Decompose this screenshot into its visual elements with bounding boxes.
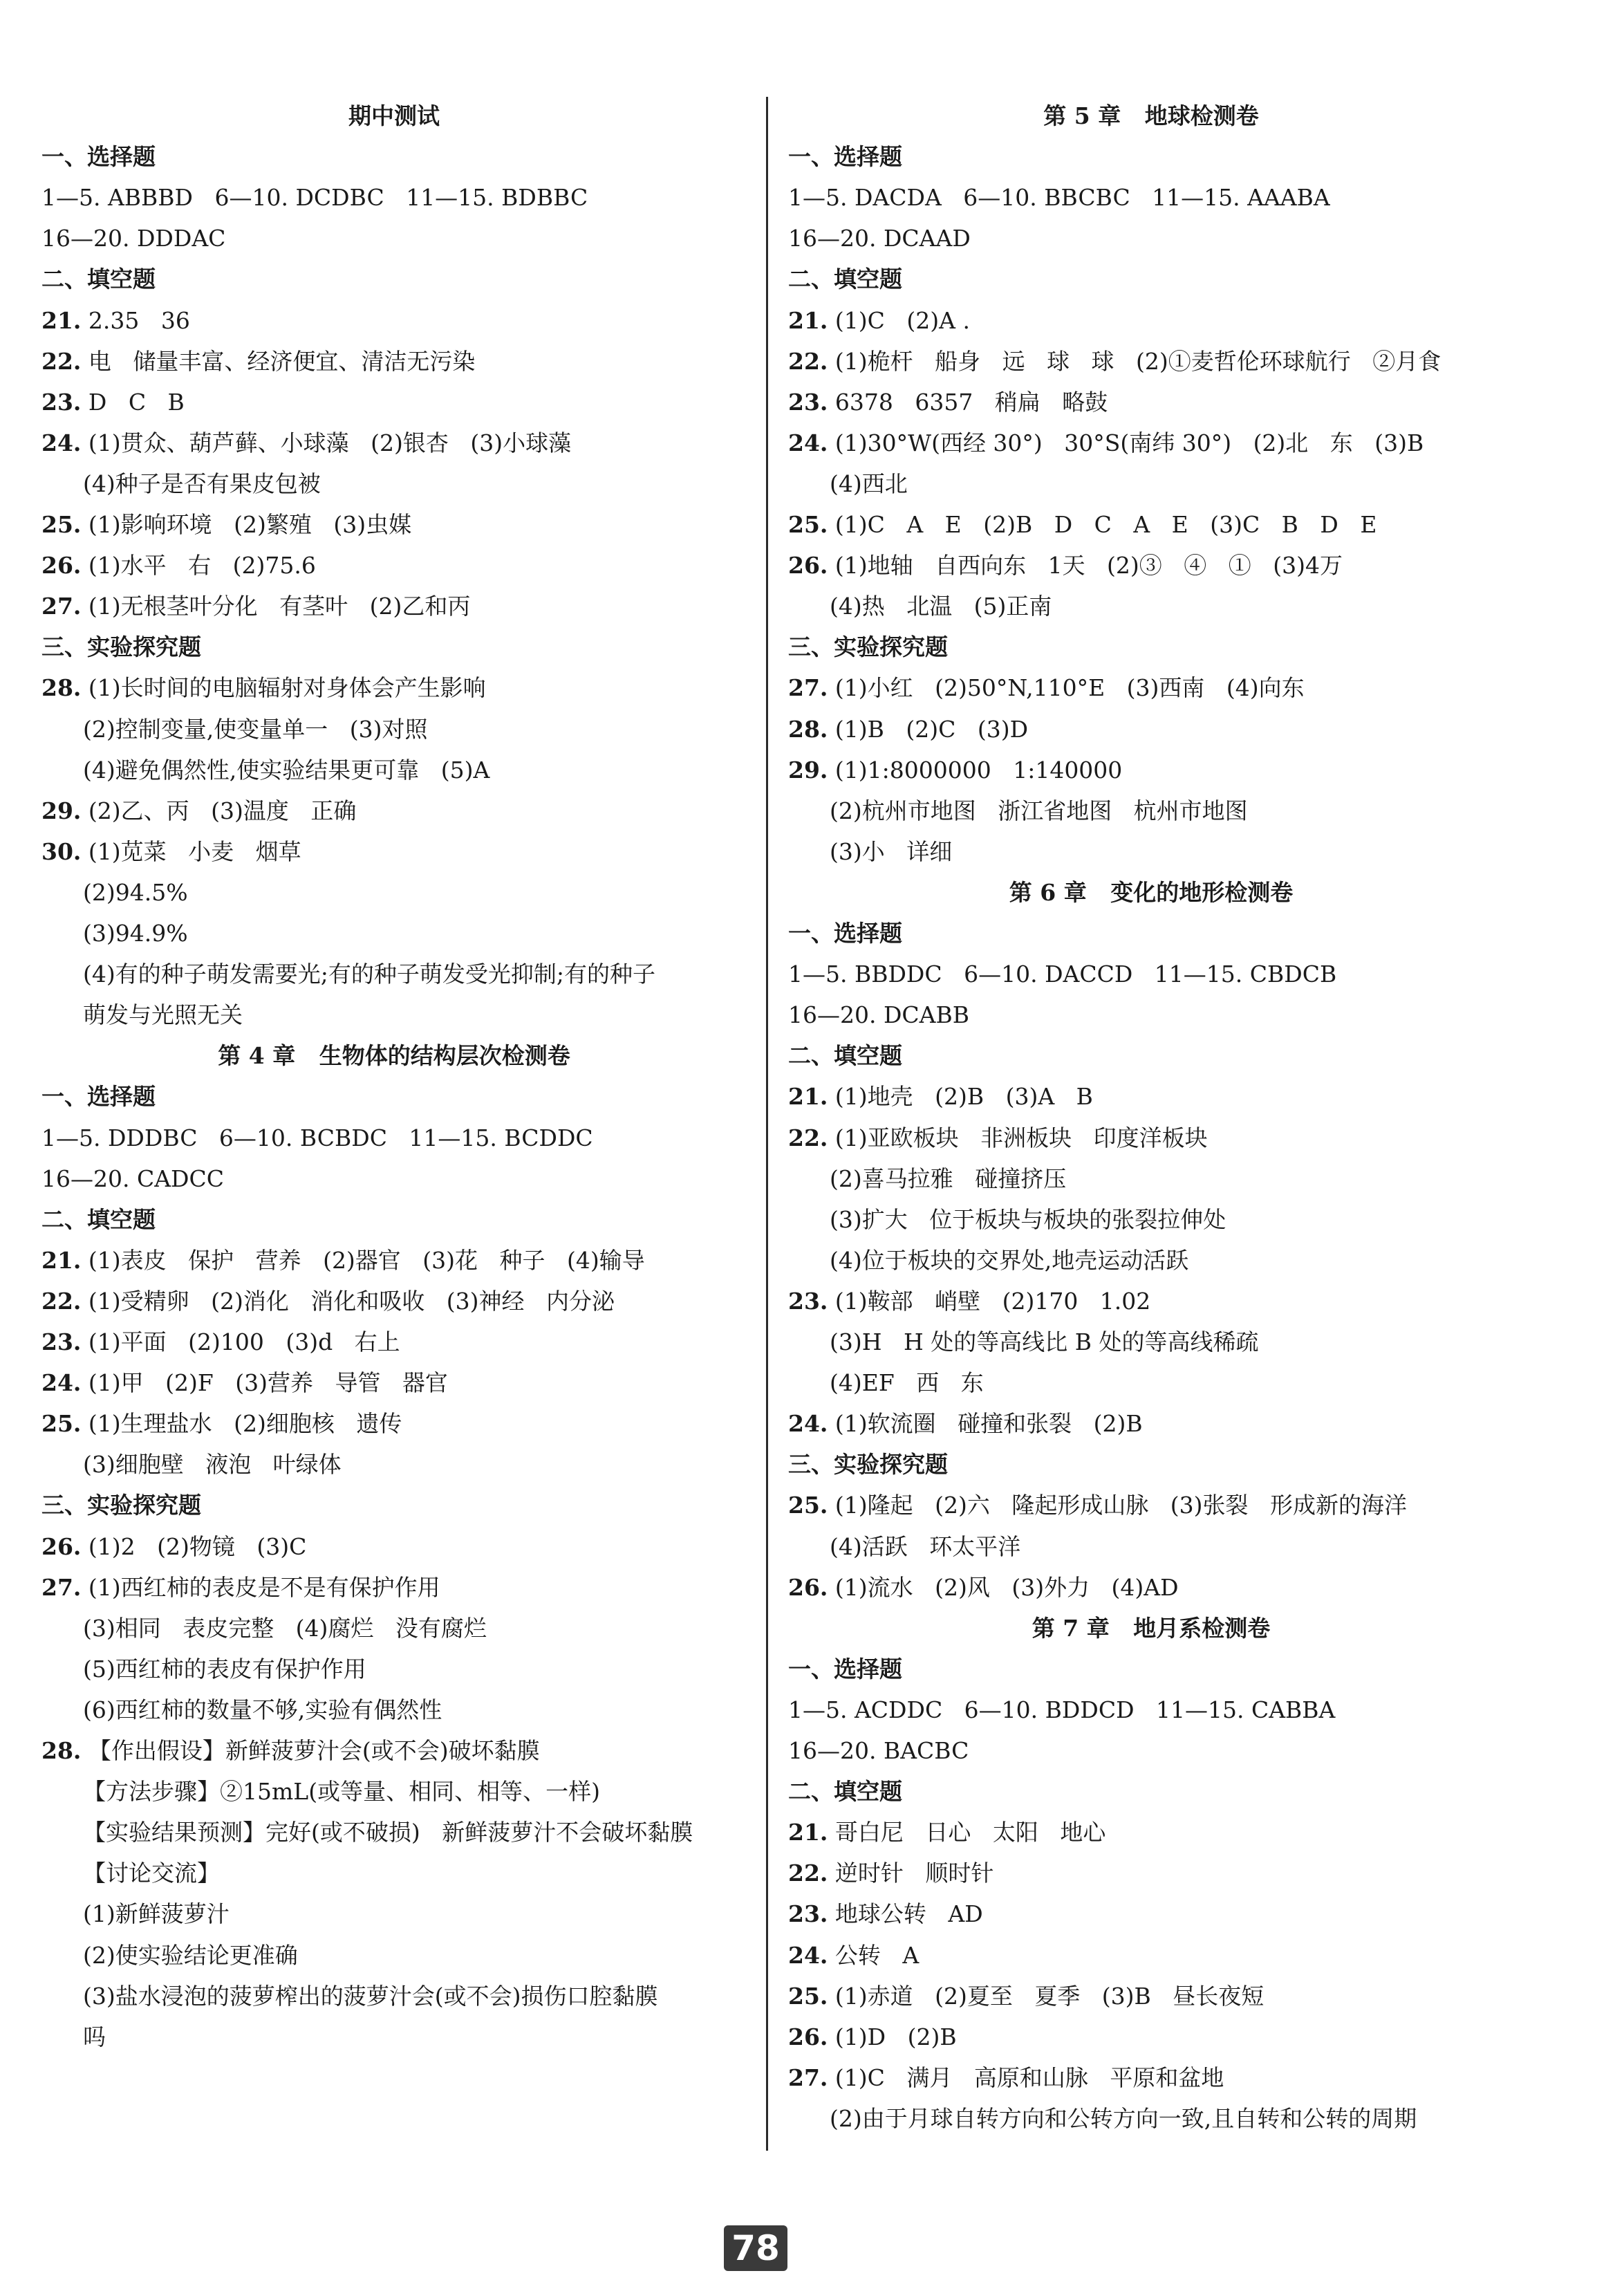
- answer-line: [788, 954, 1336, 994]
- answer-continuation: (1)新鲜菠萝汁: [83, 1900, 230, 1928]
- question-number: 29.: [41, 797, 82, 824]
- answer-line: [788, 218, 971, 259]
- answer-text: (1)C 满月 高原和山脉 平原和盆地: [828, 2064, 1224, 2091]
- answer-text: 逆时针 顺时针: [828, 1860, 994, 1887]
- answer-line: [788, 382, 1108, 423]
- answer-text: (1)影响环境 (2)繁殖 (3)虫媒: [81, 511, 412, 538]
- answer-text: (1)表皮 保护 营养 (2)器官 (3)花 种子 (4)输导: [81, 1246, 645, 1274]
- answer-text: (1)甲 (2)F (3)营养 导管 器官: [81, 1369, 448, 1397]
- answer-continuation: (2)控制变量,使变量单一 (3)对照: [83, 715, 428, 743]
- answer-line: [41, 1322, 400, 1362]
- answer-text: (1)平面 (2)100 (3)d 右上: [81, 1328, 400, 1355]
- answer-continuation: (4)位于板块的交界处,地壳运动活跃: [830, 1246, 1189, 1274]
- answer-text: (1)西红柿的表皮是不是有保护作用: [81, 1573, 440, 1601]
- question-number: 25.: [788, 1982, 828, 2010]
- answer-line: [41, 1567, 440, 1608]
- question-type-heading: 一、选择题: [41, 143, 156, 171]
- answer-text: (1)生理盐水 (2)细胞核 遗传: [81, 1410, 402, 1438]
- question-number: 23.: [41, 1328, 82, 1355]
- answer-line: [41, 341, 475, 382]
- question-number: 22.: [788, 1124, 828, 1151]
- answer-line: [788, 1567, 1179, 1608]
- answer-line: [41, 831, 301, 872]
- question-number: 21.: [788, 1819, 828, 1846]
- answer-line: [41, 1403, 402, 1444]
- answer-line: [41, 1362, 448, 1403]
- answer-text: (1)苋菜 小麦 烟草: [81, 837, 301, 865]
- answer-line: [41, 177, 588, 218]
- answer-continuation: (4)热 北温 (5)正南: [830, 593, 1052, 620]
- question-type-heading: 三、实验探究题: [41, 1492, 201, 1519]
- question-number: 26.: [41, 552, 82, 580]
- section-title: 第 5 章 地球检测卷: [1043, 102, 1259, 129]
- answer-text: (1)赤道 (2)夏至 夏季 (3)B 昼长夜短: [828, 1982, 1264, 2010]
- answer-continuation: (4)避免偶然性,使实验结果更可靠 (5)A: [83, 756, 490, 784]
- question-number: 23.: [788, 388, 828, 416]
- question-number: 28.: [41, 674, 82, 702]
- answer-text: 1—5. ABBBD 6—10. DCDBC 11—15. BDBBC: [41, 184, 588, 212]
- section-title: 期中测试: [348, 102, 440, 129]
- question-number: 27.: [788, 2064, 828, 2091]
- answer-line: [41, 382, 185, 423]
- answer-continuation: (3)94.9%: [83, 920, 188, 947]
- answer-text: 1—5. DDDBC 6—10. BCBDC 11—15. BCDDC: [41, 1124, 593, 1151]
- question-number: 21.: [788, 1083, 828, 1111]
- answer-text: (1)D (2)B: [828, 2023, 957, 2050]
- answer-line: [41, 586, 470, 627]
- answer-text: (1)地壳 (2)B (3)A B: [828, 1083, 1093, 1111]
- answer-text: (1)无根茎叶分化 有茎叶 (2)乙和丙: [81, 593, 471, 620]
- answer-continuation: (5)西红柿的表皮有保护作用: [83, 1655, 366, 1683]
- answer-line: [41, 790, 356, 831]
- question-number: 24.: [788, 1410, 828, 1438]
- answer-line: [41, 218, 225, 259]
- question-type-heading: 一、选择题: [788, 920, 902, 947]
- answer-line: [788, 1730, 969, 1771]
- answer-line: [41, 300, 190, 341]
- question-number: 24.: [788, 429, 828, 456]
- section-title: 第 7 章 地月系检测卷: [1032, 1614, 1271, 1642]
- answer-line: [41, 1118, 593, 1158]
- answer-line: [788, 1076, 1093, 1117]
- answer-text: (1)长时间的电脑辐射对身体会产生影响: [81, 674, 486, 702]
- answer-text: 16—20. BACBC: [788, 1737, 969, 1764]
- answer-line: [788, 1281, 1150, 1322]
- answer-continuation: (2)杭州市地图 浙江省地图 杭州市地图: [830, 797, 1248, 824]
- answer-continuation: (2)喜马拉雅 碰撞挤压: [830, 1165, 1067, 1192]
- question-number: 22.: [41, 1287, 82, 1315]
- question-number: 21.: [788, 306, 828, 334]
- answer-line: [41, 1730, 540, 1771]
- answer-text: (1)隆起 (2)六 隆起形成山脉 (3)张裂 形成新的海洋: [828, 1492, 1408, 1519]
- answer-text: (2)乙、丙 (3)温度 正确: [81, 797, 357, 824]
- question-number: 26.: [788, 552, 828, 580]
- question-number: 24.: [41, 429, 82, 456]
- answer-text: 1—5. BBDDC 6—10. DACCD 11—15. CBDCB: [788, 961, 1337, 988]
- answer-text: (1)软流圈 碰撞和张裂 (2)B: [828, 1410, 1143, 1438]
- answer-line: [41, 1158, 224, 1199]
- answer-text: 6378 6357 稍扁 略鼓: [828, 388, 1108, 416]
- answer-text: (1)1:8000000 1:140000: [828, 756, 1123, 784]
- answer-line: [788, 423, 1424, 463]
- answer-line: [788, 504, 1376, 545]
- answer-line: [41, 545, 316, 586]
- question-type-heading: 三、实验探究题: [41, 633, 201, 661]
- section-title: 第 6 章 变化的地形检测卷: [1009, 878, 1294, 906]
- answer-continuation: (2)94.5%: [83, 878, 188, 906]
- answer-text: 1—5. DACDA 6—10. BBCBC 11—15. AAABA: [788, 184, 1330, 212]
- question-number: 23.: [788, 1287, 828, 1315]
- question-number: 27.: [788, 674, 828, 702]
- answer-line: [788, 1976, 1264, 2017]
- question-type-heading: 二、填空题: [41, 1205, 156, 1233]
- question-number: 27.: [41, 593, 82, 620]
- question-number: 23.: [41, 388, 82, 416]
- answer-line: [41, 1281, 615, 1322]
- answer-line: [788, 994, 969, 1035]
- answer-line: [41, 423, 571, 463]
- answer-text: (1)贯众、葫芦藓、小球藻 (2)银杏 (3)小球藻: [81, 429, 572, 456]
- answer-text: 【作出假设】新鲜菠萝汁会(或不会)破坏黏膜: [81, 1737, 540, 1764]
- question-number: 26.: [41, 1532, 82, 1560]
- answer-text: (1)亚欧板块 非洲板块 印度洋板块: [828, 1124, 1208, 1151]
- answer-text: (1)受精卵 (2)消化 消化和吸收 (3)神经 内分泌: [81, 1287, 615, 1315]
- question-number: 25.: [788, 1492, 828, 1519]
- answer-continuation: (6)西红柿的数量不够,实验有偶然性: [83, 1696, 442, 1723]
- question-type-heading: 二、填空题: [788, 266, 902, 293]
- answer-text: 16—20. DDDAC: [41, 225, 226, 252]
- answer-line: [788, 2057, 1224, 2098]
- answer-line: [788, 750, 1122, 790]
- answer-text: (1)桅杆 船身 远 球 球 (2)①麦哲伦环球航行 ②月食: [828, 347, 1441, 375]
- answer-line: [41, 504, 411, 545]
- question-number: 25.: [788, 511, 828, 538]
- answer-line: [788, 1893, 983, 1934]
- answer-text: (1)水平 右 (2)75.6: [81, 552, 316, 580]
- answer-text: (1)C (2)A .: [828, 306, 970, 334]
- answer-continuation: (3)细胞壁 液泡 叶绿体: [83, 1451, 342, 1479]
- answer-continuation: 【实验结果预测】完好(或不破损) 新鲜菠萝汁不会破坏黏膜: [83, 1819, 693, 1846]
- answer-line: [788, 667, 1305, 708]
- answer-line: [41, 667, 486, 708]
- answer-text: 2.35 36: [81, 306, 190, 334]
- question-number: 21.: [41, 306, 82, 334]
- question-number: 22.: [788, 1860, 828, 1887]
- answer-continuation: (4)种子是否有果皮包被: [83, 470, 321, 497]
- answer-text: (1)小红 (2)50°N,110°E (3)西南 (4)向东: [828, 674, 1305, 702]
- question-type-heading: 二、填空题: [41, 266, 156, 293]
- answer-line: [788, 1935, 919, 1976]
- answer-line: [788, 1853, 993, 1893]
- answer-continuation: 【讨论交流】: [83, 1860, 220, 1887]
- question-number: 25.: [41, 1410, 82, 1438]
- answer-line: [41, 1240, 645, 1281]
- answer-line: [788, 1689, 1335, 1730]
- answer-continuation: (3)小 详细: [830, 837, 953, 865]
- answer-text: 1—5. ACDDC 6—10. BDDCD 11—15. CABBA: [788, 1696, 1336, 1723]
- answer-text: 电 储量丰富、经济便宜、清洁无污染: [81, 347, 476, 375]
- answer-line: [788, 1118, 1208, 1158]
- question-number: 28.: [41, 1737, 82, 1764]
- answer-text: (1)30°W(西经 30°) 30°S(南纬 30°) (2)北 东 (3)B: [828, 429, 1424, 456]
- answer-text: (1)B (2)C (3)D: [828, 715, 1029, 743]
- question-type-heading: 一、选择题: [788, 143, 902, 171]
- answer-line: [788, 177, 1330, 218]
- answer-text: 16—20. DCABB: [788, 1001, 970, 1029]
- column-divider: [766, 97, 768, 2151]
- answer-continuation: (3)盐水浸泡的菠萝榨出的菠萝汁会(或不会)损伤口腔黏膜: [83, 1982, 658, 2010]
- answer-text: 公转 A: [828, 1941, 920, 1969]
- question-number: 25.: [41, 511, 82, 538]
- question-type-heading: 二、填空题: [788, 1042, 902, 1070]
- question-number: 30.: [41, 837, 82, 865]
- answer-text: 16—20. CADCC: [41, 1165, 224, 1192]
- answer-line: [788, 300, 970, 341]
- question-type-heading: 三、实验探究题: [788, 633, 948, 661]
- answer-continuation: (4)有的种子萌发需要光;有的种子萌发受光抑制;有的种子: [83, 961, 655, 988]
- question-type-heading: 三、实验探究题: [788, 1451, 948, 1479]
- question-number: 24.: [788, 1941, 828, 1969]
- question-type-heading: 一、选择题: [41, 1083, 156, 1111]
- question-number: 22.: [788, 347, 828, 375]
- answer-continuation: (3)H H 处的等高线比 B 处的等高线稀疏: [830, 1328, 1259, 1355]
- answer-continuation: 【方法步骤】②15mL(或等量、相同、相等、一样): [83, 1778, 600, 1806]
- answer-continuation: (3)扩大 位于板块与板块的张裂拉伸处: [830, 1205, 1226, 1233]
- question-number: 29.: [788, 756, 828, 784]
- question-number: 21.: [41, 1246, 82, 1274]
- page-number: 78: [724, 2225, 787, 2271]
- question-number: 26.: [788, 1573, 828, 1601]
- answer-text: (1)流水 (2)风 (3)外力 (4)AD: [828, 1573, 1179, 1601]
- answer-continuation: (2)由于月球自转方向和公转方向一致,且自转和公转的周期: [830, 2104, 1417, 2132]
- answer-continuation: 萌发与光照无关: [83, 1001, 243, 1029]
- question-number: 22.: [41, 347, 82, 375]
- question-number: 23.: [788, 1900, 828, 1928]
- answer-continuation: (3)相同 表皮完整 (4)腐烂 没有腐烂: [83, 1614, 487, 1642]
- answer-line: [788, 2017, 957, 2057]
- answer-line: [788, 1812, 1105, 1853]
- answer-continuation: (2)使实验结论更准确: [83, 1941, 298, 1969]
- answer-continuation: (4)EF 西 东: [830, 1369, 984, 1397]
- answer-continuation: 吗: [83, 2023, 106, 2050]
- question-type-heading: 一、选择题: [788, 1655, 902, 1683]
- answer-line: [788, 545, 1343, 586]
- answer-line: [788, 1485, 1407, 1526]
- answer-continuation: (4)西北: [830, 470, 908, 497]
- answer-text: D C B: [81, 388, 185, 416]
- question-number: 27.: [41, 1573, 82, 1601]
- answer-text: 16—20. DCAAD: [788, 225, 971, 252]
- question-number: 24.: [41, 1369, 82, 1397]
- answer-line: [788, 1403, 1143, 1444]
- question-number: 26.: [788, 2023, 828, 2050]
- answer-continuation: (4)活跃 环太平洋: [830, 1532, 1021, 1560]
- answer-text: (1)鞍部 峭壁 (2)170 1.02: [828, 1287, 1151, 1315]
- section-title: 第 4 章 生物体的结构层次检测卷: [218, 1042, 570, 1070]
- answer-text: 地球公转 AD: [828, 1900, 983, 1928]
- answer-line: [788, 709, 1028, 750]
- answer-text: (1)2 (2)物镜 (3)C: [81, 1532, 307, 1560]
- answer-line: [41, 1526, 306, 1567]
- answer-text: (1)C A E (2)B D C A E (3)C B D E: [828, 511, 1377, 538]
- answer-line: [788, 341, 1441, 382]
- question-type-heading: 二、填空题: [788, 1778, 902, 1806]
- question-number: 28.: [788, 715, 828, 743]
- answer-text: 哥白尼 日心 太阳 地心: [828, 1819, 1106, 1846]
- answer-text: (1)地轴 自西向东 1天 (2)③ ④ ① (3)4万: [828, 552, 1343, 580]
